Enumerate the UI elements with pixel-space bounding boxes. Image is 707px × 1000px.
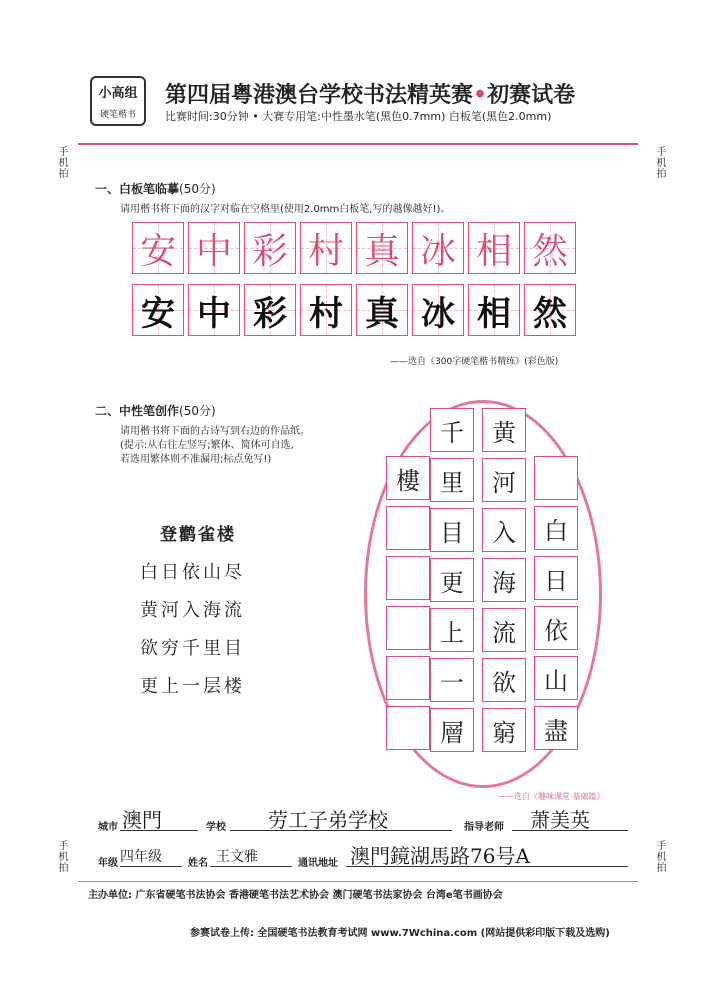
poem-line: 更上一层楼 bbox=[140, 676, 245, 697]
address-value: 澳門鏡湖馬路76号A bbox=[350, 844, 530, 868]
work-cell bbox=[386, 556, 430, 600]
poem-line: 白日依山尽 bbox=[140, 562, 245, 583]
poem-title: 登鹳雀楼 bbox=[160, 525, 236, 545]
work-cell: 河 bbox=[482, 458, 526, 502]
work-cell bbox=[386, 506, 430, 550]
written-char: 然 bbox=[533, 293, 567, 334]
written-char: 彩 bbox=[253, 293, 287, 334]
written-char: 冰 bbox=[421, 293, 455, 334]
section2-source: ——选自《趣味课堂·基础篇》 bbox=[498, 792, 605, 801]
contest-rules: 比赛时间:30分钟 • 大赛专用笔:中性墨水笔(黑色0.7mm) 白板笔(黑色2.0mm) bbox=[165, 110, 552, 123]
footer-divider bbox=[78, 881, 638, 882]
model-char: 冰 bbox=[419, 230, 456, 272]
work-cell: 層 bbox=[430, 708, 474, 752]
work-cell: 千 bbox=[430, 408, 474, 452]
work-cell: 樓 bbox=[386, 456, 430, 500]
model-cell bbox=[524, 222, 576, 274]
written-char: 真 bbox=[365, 293, 399, 334]
work-cell: 更 bbox=[430, 558, 474, 602]
teacher-value: 萧美英 bbox=[530, 808, 590, 832]
phone-photo-marker-top-right: 手机拍 bbox=[654, 146, 665, 179]
work-cell: 依 bbox=[534, 606, 578, 650]
model-cell bbox=[132, 222, 184, 274]
address-label: 通讯地址 bbox=[298, 858, 338, 869]
written-char: 村 bbox=[309, 293, 343, 334]
written-cell bbox=[244, 284, 296, 336]
model-cell bbox=[300, 222, 352, 274]
work-cell: 日 bbox=[534, 556, 578, 600]
model-char: 彩 bbox=[251, 230, 288, 272]
work-cell: 欲 bbox=[482, 658, 526, 702]
model-char: 相 bbox=[475, 230, 512, 272]
model-cell bbox=[356, 222, 408, 274]
organizers: 主办单位: 广东省硬笔书法协会 香港硬笔书法艺术协会 澳门硬笔书法家协会 台湾e笔书画协会 bbox=[88, 890, 503, 901]
phone-photo-marker-bottom-left: 手机拍 bbox=[56, 840, 67, 873]
group-sub: 硬笔楷书 bbox=[99, 110, 136, 120]
work-cell bbox=[386, 706, 430, 750]
section2-heading: 二、中性笔创作(50分) bbox=[95, 404, 216, 418]
written-char: 中 bbox=[197, 293, 231, 334]
written-char-row bbox=[132, 284, 580, 336]
poem-line: 黄河入海流 bbox=[140, 600, 245, 621]
grade-value: 四年级 bbox=[120, 849, 162, 865]
phone-photo-marker-top-left: 手机拍 bbox=[56, 146, 67, 179]
model-cell bbox=[188, 222, 240, 274]
model-char: 中 bbox=[195, 230, 232, 272]
written-cell bbox=[412, 284, 464, 336]
written-cell bbox=[132, 284, 184, 336]
name-label: 姓名 bbox=[188, 858, 208, 869]
city-label: 城市 bbox=[98, 822, 118, 833]
work-cell: 窮 bbox=[482, 708, 526, 752]
section1-source: ——选自《300字硬笔楷书精练》(彩色版) bbox=[390, 357, 559, 367]
model-char-row bbox=[132, 222, 580, 274]
written-cell bbox=[356, 284, 408, 336]
work-cell: 一 bbox=[430, 658, 474, 702]
name-field[interactable] bbox=[210, 866, 292, 867]
group-badge bbox=[90, 76, 146, 126]
model-cell bbox=[412, 222, 464, 274]
work-cell: 目 bbox=[430, 508, 474, 552]
work-cell: 里 bbox=[430, 458, 474, 502]
work-cell: 入 bbox=[482, 508, 526, 552]
work-cell bbox=[534, 456, 578, 500]
section1-instruction: 请用楷书将下面的汉字对临在空格里(使用2.0mm白板笔,写的越像越好!)。 bbox=[120, 204, 451, 215]
city-value: 澳門 bbox=[122, 808, 162, 832]
model-cell bbox=[468, 222, 520, 274]
model-char: 村 bbox=[307, 230, 344, 272]
work-cell: 海 bbox=[482, 558, 526, 602]
work-cell: 白 bbox=[534, 506, 578, 550]
written-char: 相 bbox=[477, 293, 511, 334]
phone-photo-marker-bottom-right: 手机拍 bbox=[654, 840, 665, 873]
work-cell: 流 bbox=[482, 608, 526, 652]
section1-heading: 一、白板笔临摹(50分) bbox=[95, 182, 216, 196]
section2-instruction-3: 若选用繁体则不准漏用;标点免写!) bbox=[120, 454, 272, 465]
work-cell: 上 bbox=[430, 608, 474, 652]
poem-line: 欲穷千里目 bbox=[140, 638, 245, 659]
grade-label: 年级 bbox=[98, 858, 118, 869]
upload-info: 参赛试卷上传: 全国硬笔书法教育考试网 www.7Wchina.com (网站提供彩印版下载及选购) bbox=[190, 928, 610, 939]
written-cell bbox=[188, 284, 240, 336]
name-value: 王文雅 bbox=[216, 849, 258, 865]
page-title: 第四届粤港澳台学校书法精英赛•初赛试卷 bbox=[165, 82, 576, 108]
work-cell: 山 bbox=[534, 656, 578, 700]
model-char: 真 bbox=[363, 230, 400, 272]
written-cell bbox=[468, 284, 520, 336]
model-char: 安 bbox=[139, 230, 176, 272]
section2-instruction-1: 请用楷书将下面的古诗写到右边的作品纸。 bbox=[120, 426, 310, 437]
section2-instruction-2: (提示:从右往左竖写;繁体、简体可自选, bbox=[120, 440, 294, 451]
written-cell bbox=[300, 284, 352, 336]
school-value: 劳工子弟学校 bbox=[268, 808, 388, 832]
teacher-label: 指导老师 bbox=[464, 822, 504, 833]
work-cell: 黄 bbox=[482, 408, 526, 452]
work-cell bbox=[386, 656, 430, 700]
work-cell: 盡 bbox=[534, 706, 578, 750]
work-cell bbox=[386, 606, 430, 650]
model-char: 然 bbox=[531, 230, 568, 272]
group-label: 小高组 bbox=[98, 86, 138, 101]
school-label: 学校 bbox=[206, 822, 226, 833]
grade-field[interactable] bbox=[120, 866, 182, 867]
written-char: 安 bbox=[141, 293, 175, 334]
written-cell bbox=[524, 284, 576, 336]
model-cell bbox=[244, 222, 296, 274]
